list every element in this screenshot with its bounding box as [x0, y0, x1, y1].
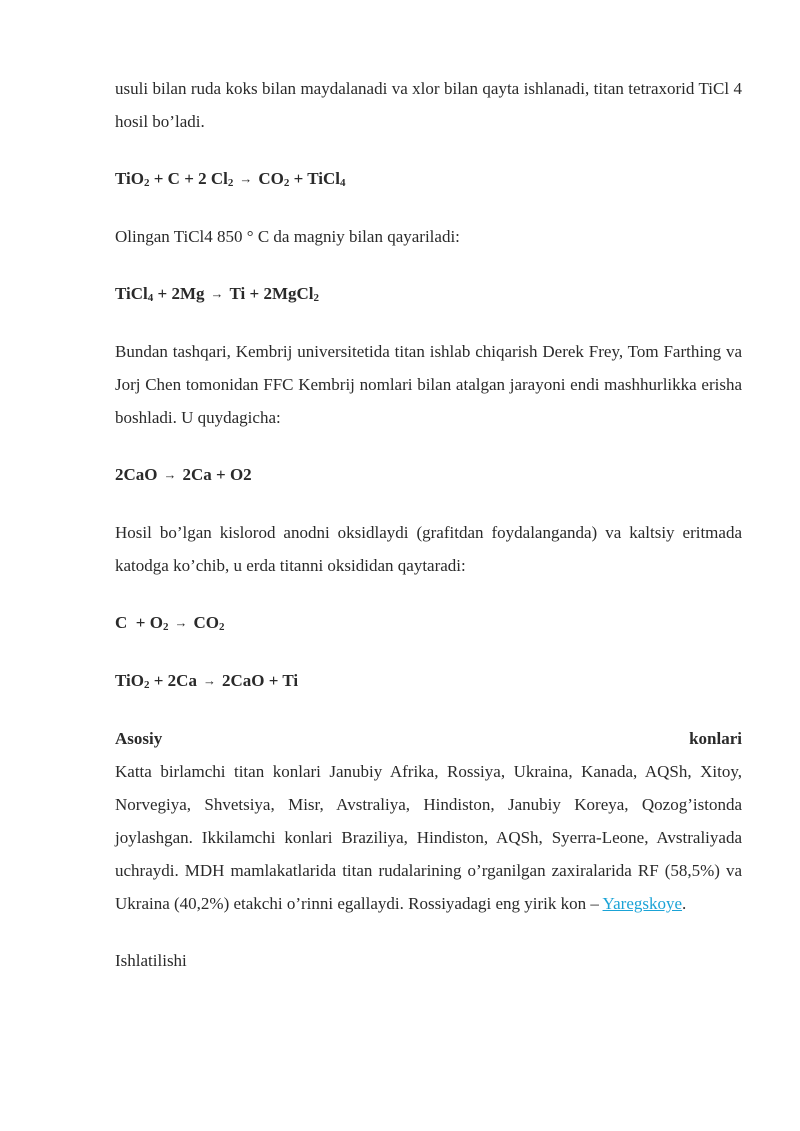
equation-tio2-chlorination: TiO$_2$ + C + 2 $Cl_2 \to CO_2$ + TiCl$_4$: [115, 169, 346, 189]
document-page: [115, 72, 742, 977]
paragraph-magnesium: Olingan TiCl4 850 ° C da magniy bilan qayariladi:: [115, 227, 460, 246]
arrow-icon: →: [239, 171, 253, 186]
equation-magnesium-reduction: TiCl$_4$ + 2Mg → Ti + 2MgCl$_2$: [115, 284, 319, 304]
paragraph-oxygen-anode: Hosil bo’lgan kislorod anodni oksidlaydi (grafitdan foydalanganda) va kaltsiy eritmada katodga ko’chib, u erda titanni oksididan qaytaradi:: [115, 523, 742, 575]
equation-calcium-reduction: TiO$_2$ + 2Ca → 2CaO + Ti: [115, 671, 299, 691]
section-heading-usage: Ishlatilishi: [115, 951, 187, 970]
equation-carbon-oxidation: $C + O_2 \to CO_2$: [115, 613, 225, 633]
paragraph-intro: usuli bilan ruda koks bilan maydalanadi va xlor bilan qayta ishlanadi, titan tetraxorid TiCl 4 hosil bo’ladi.: [115, 79, 742, 131]
heading-right: konlari: [689, 729, 742, 748]
equation-cao-electrolysis: 2CaO → 2Ca + O2: [115, 465, 252, 484]
arrow-icon: →: [163, 467, 177, 482]
arrow-icon: →: [210, 286, 224, 301]
paragraph-deposits: Katta birlamchi titan konlari Janubiy Afrika, Rossiya, Ukraina, Kanada, AQSh, Xitoy, Norvegiya, Shvetsiya, Misr, Avstraliya, Hindiston, Janubiy Koreya, Qozog’istonda joylashgan. Ikkilamchi konlari Braziliya, Hindiston, AQSh, Syerra-Leone, Avstraliyada uchraydi. MDH mamlakatlarida titan rudalarining o’rganilgan zaxiralarida RF (58,5%) va Ukraina (40,2%) etakchi o’rinni egallaydi. Rossiyadagi eng yirik kon – Yaregskoye.: [115, 762, 742, 913]
yaregskoye-link[interactable]: Yaregskoye: [602, 894, 683, 913]
arrow-icon: →: [174, 615, 188, 630]
section-heading-deposits: [115, 722, 742, 755]
arrow-icon: →: [202, 673, 216, 688]
paragraph-ffc-cambridge: Bundan tashqari, Kembrij universitetida titan ishlab chiqarish Derek Frey, Tom Farthing va Jorj Chen tomonidan FFC Kembrij nomlari bilan atalgan jarayoni endi mashhurlikka erisha boshladi. U quydagicha:: [115, 342, 742, 427]
heading-left: Asosiy: [115, 729, 163, 748]
